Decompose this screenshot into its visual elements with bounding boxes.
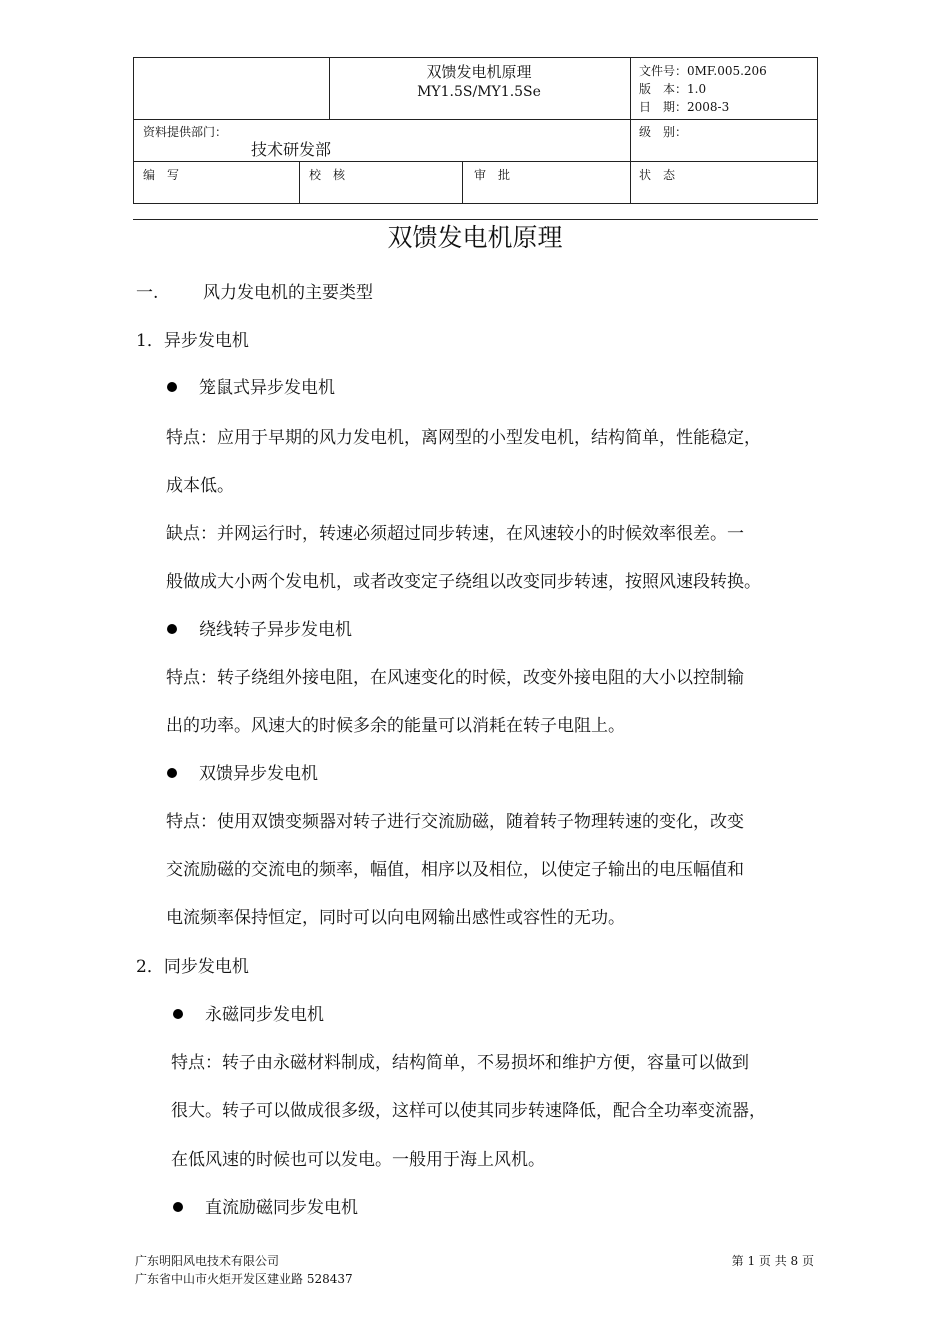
bullet-heading: 笼鼠式异步发电机 xyxy=(199,378,335,398)
paragraph-line: 很大。转子可以做成很多级，这样可以使其同步转速降低，配合全功率变流器， xyxy=(171,1101,766,1121)
doc-date: 日 期：2008-3 xyxy=(639,100,730,114)
section-number: 一. xyxy=(136,283,159,303)
table-row-divider xyxy=(134,161,817,162)
bullet-heading: 绕线转子异步发电机 xyxy=(199,620,352,640)
write-label: 编 写 xyxy=(143,168,180,182)
check-label: 校 核 xyxy=(309,168,346,182)
footer-company: 广东明阳风电技术有限公司 xyxy=(135,1254,280,1268)
table-row-divider xyxy=(134,119,817,120)
header-title: 双馈发电机原理 xyxy=(426,63,532,81)
doc-version: 版 本：1.0 xyxy=(639,82,707,96)
header-model: MY1.5S/MY1.5Se xyxy=(417,84,541,100)
status-label: 状 态 xyxy=(639,168,676,182)
paragraph-line: 特点：应用于早期的风力发电机，离网型的小型发电机，结构简单，性能稳定， xyxy=(166,428,761,448)
paragraph-line: 成本低。 xyxy=(166,476,234,496)
doc-number: 文件号：0MF.005.206 xyxy=(639,64,767,78)
table-col-divider xyxy=(630,58,631,204)
paragraph-line: 特点：转子绕组外接电阻，在风速变化的时候，改变外接电阻的大小以控制输 xyxy=(166,668,744,688)
paragraph-line: 交流励磁的交流电的频率，幅值，相序以及相位，以使定子输出的电压幅值和 xyxy=(166,860,744,880)
bullet-heading: 直流励磁同步发电机 xyxy=(205,1198,358,1218)
paragraph-line: 出的功率。风速大的时候多余的能量可以消耗在转子电阻上。 xyxy=(166,716,625,736)
subsection-heading: 2．同步发电机 xyxy=(136,957,249,977)
subsection-heading: 1．异步发电机 xyxy=(136,331,249,351)
table-col-divider xyxy=(299,161,300,204)
paragraph-line: 特点：转子由永磁材料制成，结构简单，不易损坏和维护方便，容量可以做到 xyxy=(171,1053,749,1073)
section-title: 风力发电机的主要类型 xyxy=(203,283,373,303)
bullet-heading: 永磁同步发电机 xyxy=(205,1005,324,1025)
bullet-icon xyxy=(173,1202,183,1212)
bullet-icon xyxy=(167,768,177,778)
paragraph-line: 缺点：并网运行时，转速必须超过同步转速，在风速较小的时候效率很差。一 xyxy=(166,524,744,544)
paragraph-line: 特点：使用双馈变频器对转子进行交流励磁，随着转子物理转速的变化，改变 xyxy=(166,812,744,832)
page-number: 第 1 页 共 8 页 xyxy=(731,1254,814,1268)
dept-value: 技术研发部 xyxy=(251,140,332,159)
paragraph-line: 电流频率保持恒定，同时可以向电网输出感性或容性的无功。 xyxy=(166,908,625,928)
paragraph-line: 在低风速的时候也可以发电。一般用于海上风机。 xyxy=(171,1150,545,1170)
page-title: 双馈发电机原理 xyxy=(387,223,563,252)
level-label: 级 别： xyxy=(639,125,688,139)
bullet-icon xyxy=(173,1009,183,1019)
document-header-table xyxy=(133,57,818,204)
table-col-divider xyxy=(462,161,463,204)
bullet-icon xyxy=(167,382,177,392)
footer-address: 广东省中山市火炬开发区建业路 528437 xyxy=(135,1272,353,1286)
bullet-heading: 双馈异步发电机 xyxy=(199,764,318,784)
paragraph-line: 般做成大小两个发电机，或者改变定子绕组以改变同步转速，按照风速段转换。 xyxy=(166,572,761,592)
dept-label: 资料提供部门： xyxy=(143,125,228,139)
approve-label: 审 批 xyxy=(474,168,511,182)
bullet-icon xyxy=(167,624,177,634)
